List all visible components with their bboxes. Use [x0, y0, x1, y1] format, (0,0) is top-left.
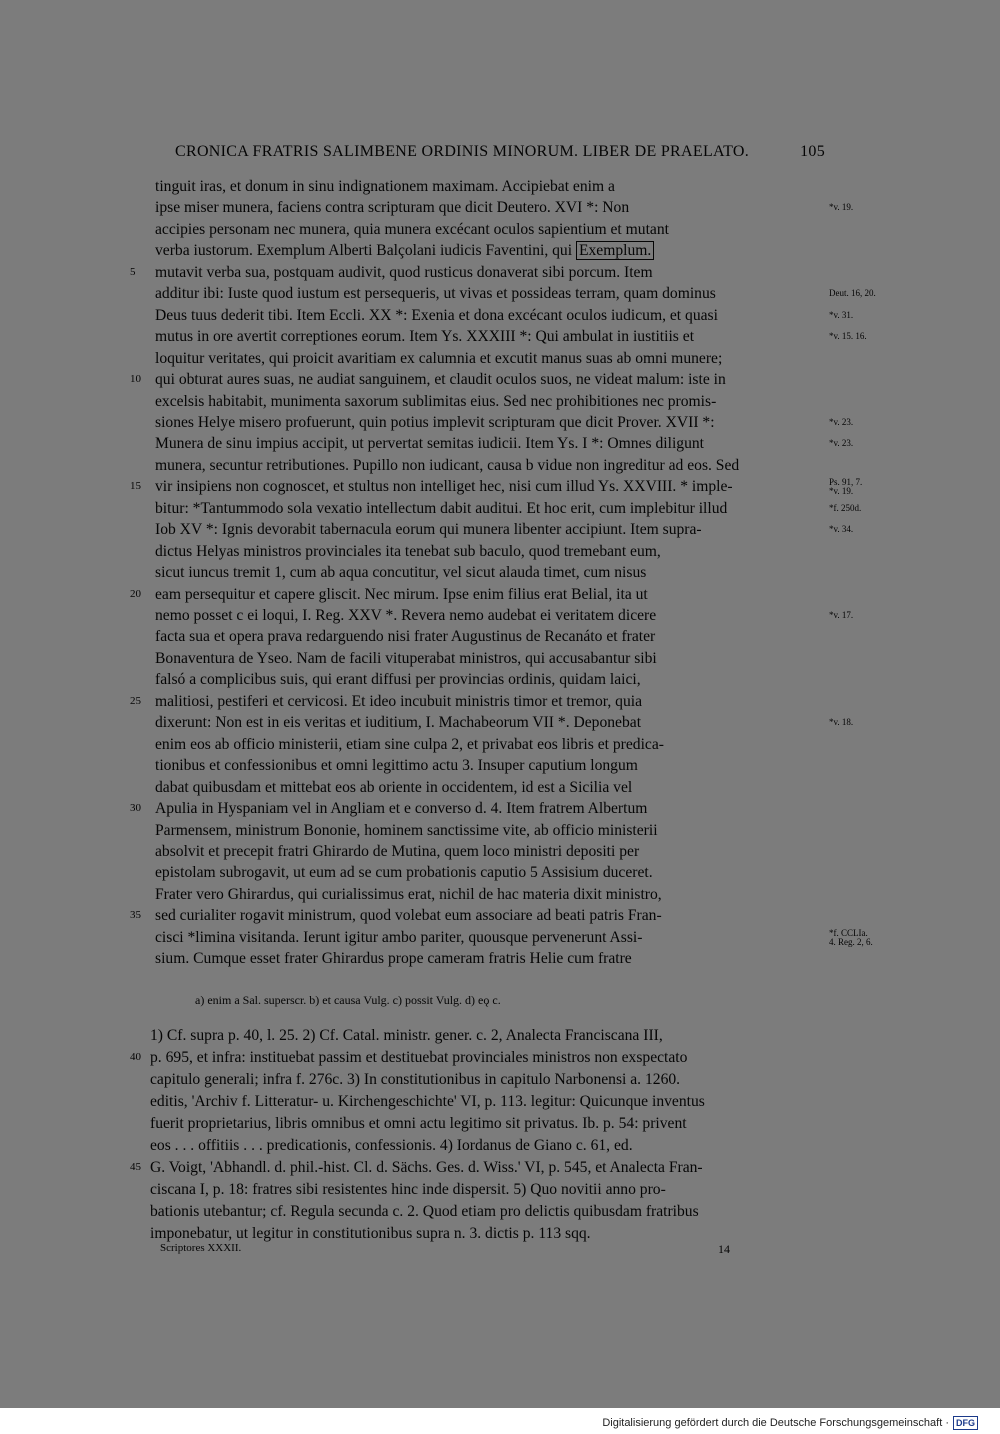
- text-line: [155, 176, 822, 197]
- text-line: [155, 584, 822, 605]
- line-number: 35: [130, 909, 141, 922]
- marginal-note: *v. 19.: [829, 486, 854, 497]
- line-text: malitiosi, pestiferi et cervicosi. Et ideo incubuit ministris timor et tremor, quia: [155, 692, 643, 710]
- line-number: 20: [130, 587, 141, 600]
- line-text: eam persequitur et capere gliscit. Nec mirum. Ipse enim filius erat Belial, ita ut: [155, 585, 648, 603]
- footnote-line: [150, 1091, 818, 1112]
- line-text: Parmensem, ministrum Bononie, hominem sanctissime vite, ab officio ministerii: [155, 821, 658, 839]
- text-line: [155, 820, 822, 841]
- text-line: [155, 927, 822, 948]
- line-text: bitur: *Tantummodo sola vexatio intellectum dabit auditui. Et hoc erit, cum implebitur illud: [155, 499, 728, 517]
- text-line: [155, 948, 822, 969]
- line-text: verba iustorum. Exemplum Alberti Balçolani iudicis Faventini, qui: [155, 242, 573, 260]
- line-text: bationis utebantur; cf. Regula secunda c. 2. Quod etiam pro delictis quibusdam fratribus: [150, 1203, 699, 1220]
- text-line: [155, 519, 822, 540]
- funding-credit: [602, 1416, 978, 1430]
- text-line: [155, 498, 822, 519]
- line-text: epistolam subrogavit, ut eum ad se cum probationis caputio 5 Assisium duceret.: [155, 864, 653, 882]
- line-number: 45: [130, 1161, 141, 1173]
- variant-readings: a) enim a Sal. superscr. b) et causa Vulg. c) possit Vulg. d) eǫ c.: [195, 993, 501, 1007]
- footnote-line: [150, 1223, 818, 1244]
- credit-text: Digitalisierung gefördert durch die Deutsche Forschungsgemeinschaft ·: [602, 1417, 949, 1429]
- line-text: absolvit et precepit fratri Ghirardo de Mutina, quem loco ministri depositi per: [155, 842, 640, 860]
- line-text: 1) Cf. supra p. 40, l. 25. 2) Cf. Catal. ministr. gener. c. 2, Analecta Franciscana III,: [150, 1027, 663, 1044]
- line-text: editis, 'Archiv f. Litteratur- u. Kirchengeschichte' VI, p. 113. legitur: Quicunque inventus: [150, 1093, 705, 1110]
- footnote-line: [150, 1179, 818, 1200]
- text-line: [155, 412, 822, 433]
- line-number: 5: [130, 265, 136, 278]
- line-text: Munera de sinu impius accipit, ut pervertat semitas iudicii. Item Ys. I *: Omnes diligunt: [155, 435, 704, 453]
- footnote-line: [150, 1157, 818, 1178]
- footnote-line: [150, 1069, 818, 1090]
- dfg-logo: DFG: [953, 1416, 978, 1430]
- text-line: [155, 798, 822, 819]
- line-text: Bonaventura de Yseo. Nam de facili vituperabat ministros, qui accusabantur sibi: [155, 649, 657, 667]
- line-text: cisci *limina visitanda. Ierunt igitur ambo pariter, quousque pervenerunt Assi-: [155, 928, 643, 946]
- line-text: fuerit proprietarius, libris omnibus et omni actu legitimo sit privatus. Ib. p. 54: privent: [150, 1115, 687, 1132]
- line-text: capitulo generali; infra f. 276c. 3) In constitutionibus in capitulo Narbonensi a. 1260.: [150, 1071, 681, 1088]
- line-text: additur ibi: Iuste quod iustum est persequeris, ut vivas et possideas terram, quam dominus: [155, 285, 716, 303]
- marginal-note: *v. 31.: [829, 309, 854, 320]
- text-line: [155, 348, 822, 369]
- text-line: [155, 841, 822, 862]
- running-title: CRONICA FRATRIS SALIMBENE ORDINIS MINORUM. LIBER DE PRAELATO.: [175, 143, 750, 160]
- footnote-line: [150, 1201, 818, 1222]
- line-text: Frater vero Ghirardus, qui curialissimus erat, nichil de hac materia dixit ministro,: [155, 885, 662, 903]
- line-text: enim eos ab officio ministerii, etiam sine culpa 2, et privabat eos libris et predica-: [155, 735, 664, 753]
- line-text: dixerunt: Non est in eis veritas et iuditium, I. Machabeorum VII *. Deponebat: [155, 714, 642, 732]
- line-text: p. 695, et infra: instituebat passim et destituebat provinciales ministros non exspectato: [150, 1049, 688, 1066]
- line-text: munera, secuntur retributiones. Pupillo non iudicant, causa b vidue non ingreditur ad eos. Sed: [155, 456, 740, 474]
- text-line: [155, 391, 822, 412]
- marginal-note: *v. 23.: [829, 416, 854, 427]
- marginal-note: *v. 18.: [829, 717, 854, 728]
- boxed-marginal-word: Exemplum.: [576, 241, 654, 260]
- line-text: ipse miser munera, faciens contra scripturam que dicit Deutero. XVI *: Non: [155, 199, 630, 217]
- line-number: 10: [130, 373, 141, 386]
- line-text: eos . . . offitiis . . . predicationis, confessionis. 4) Iordanus de Giano c. 61, ed.: [150, 1137, 633, 1154]
- line-text: vir insipiens non cognoscet, et stultus non intelliget hec, nisi cum illud Ys. XXVIII. * imple-: [155, 478, 733, 496]
- text-line: [155, 283, 822, 304]
- text-line: [155, 455, 822, 476]
- line-text: Iob XV *: Ignis devorabit tabernacula eorum qui munera libenter accipiunt. Item supra-: [155, 521, 702, 539]
- running-header: [175, 143, 825, 161]
- text-line: [155, 326, 822, 347]
- text-line: [155, 262, 822, 283]
- line-number: 15: [130, 480, 141, 493]
- text-line: [155, 541, 822, 562]
- line-text: G. Voigt, 'Abhandl. d. phil.-hist. Cl. d. Sächs. Ges. d. Wiss.' VI, p. 545, et Analecta Fran-: [150, 1159, 703, 1176]
- text-line: [155, 905, 822, 926]
- line-text: siones Helye misero profuerunt, quin potius implevit scripturam que dicit Prover. XVII *:: [155, 413, 715, 431]
- line-text: accipies personam nec munera, quia munera excécant oculos sapientium et mutant: [155, 220, 669, 238]
- marginal-note: *v. 23.: [829, 438, 854, 449]
- line-text: dabat quibusdam et mittebat eos ab oriente in occidentem, id est a Sicilia vel: [155, 778, 633, 796]
- line-text: dictus Helyas ministros provinciales ita tenebat sub baculo, quod tremebant eum,: [155, 542, 661, 560]
- marginal-note: Deut. 16, 20.: [829, 288, 876, 299]
- marginal-note: *f. 250d.: [829, 502, 862, 513]
- text-line: [155, 305, 822, 326]
- marginal-note: *f. CCLIa.: [829, 927, 868, 938]
- text-line: [155, 669, 822, 690]
- line-number: 30: [130, 802, 141, 815]
- footnote-line: [150, 1135, 818, 1156]
- line-text: Deus tuus dederit tibi. Item Eccli. XX *: Exenia et dona excécant oculos iudicum, et quasi: [155, 306, 718, 324]
- line-text: sed curialiter rogavit ministrum, quod volebat eum associare ad beati patris Fran-: [155, 907, 662, 925]
- marginal-note: *v. 17.: [829, 610, 854, 620]
- line-number: 40: [130, 1051, 141, 1063]
- text-line: [155, 712, 822, 733]
- text-line: [155, 734, 822, 755]
- line-text: mutavit verba sua, postquam audivit, quod rusticus donaverat sibi porcum. Item: [155, 263, 653, 281]
- text-line: [155, 562, 822, 583]
- text-line: [155, 433, 822, 454]
- line-text: sium. Cumque esset frater Ghirardus prope cameram fratris Helie cum fratre: [155, 950, 632, 968]
- line-text: falsó a complicibus suis, qui erant diffusi per provincias ordinis, quidam laici,: [155, 671, 641, 689]
- line-text: mutus in ore avertit correptiones eorum. Item Ys. XXXIII *: Qui ambulat in iustitiis et: [155, 328, 695, 346]
- line-text: excelsis habitabit, munimenta saxorum sublimitas eius. Sed nec prohibitiones nec promis-: [155, 392, 717, 410]
- text-line: [155, 884, 822, 905]
- line-text: loquitur veritates, qui proicit avaritiam ex calumnia et excutit manus suas ab omni munere;: [155, 349, 723, 367]
- text-line: [155, 777, 822, 798]
- footnote-line: [150, 1113, 818, 1134]
- text-line: [155, 755, 822, 776]
- line-text: tionibus et confessionibus et omni legittimo actu 3. Insuper caputium longum: [155, 757, 638, 775]
- line-text: tinguit iras, et donum in sinu indignationem maximam. Accipiebat enim a: [155, 178, 615, 195]
- line-text: sicut iuncus tremit 1, cum ab aqua concutitur, vel sicut alauda timet, cum nisus: [155, 564, 647, 582]
- text-line: [155, 240, 822, 261]
- marginal-note: Ps. 91, 7.: [829, 477, 863, 488]
- text-line: [155, 605, 822, 626]
- line-text: qui obturat aures suas, ne audiat sanguinem, et claudit oculos suos, ne videat malum: iste in: [155, 371, 726, 389]
- signature-mark: Scriptores XXXII.: [160, 1242, 242, 1254]
- marginal-note: *v. 15. 16.: [829, 331, 867, 342]
- footnote-line: [150, 1047, 818, 1068]
- text-line: [155, 219, 822, 240]
- footnote-line: [150, 1025, 818, 1046]
- text-line: [155, 197, 822, 218]
- text-line: [155, 648, 822, 669]
- line-text: ciscana I, p. 18: fratres sibi resistentes hinc inde dispersit. 5) Quo novitii anno pro-: [150, 1181, 666, 1198]
- text-line: [155, 369, 822, 390]
- line-number: 25: [130, 694, 141, 707]
- line-text: Apulia in Hyspaniam vel in Angliam et e converso d. 4. Item fratrem Albertum: [155, 800, 648, 818]
- text-line: [155, 476, 822, 497]
- text-line: [155, 626, 822, 647]
- signature-number: 14: [718, 1242, 730, 1256]
- text-line: [155, 862, 822, 883]
- line-text: nemo posset c ei loqui, I. Reg. XXV *. Revera nemo audebat ei veritatem dicere: [155, 607, 657, 624]
- text-line: [155, 691, 822, 712]
- marginal-note: *v. 34.: [829, 524, 854, 535]
- page-number: 105: [800, 143, 825, 160]
- line-text: imponebatur, ut legitur in constitutionibus supra n. 3. dictis p. 113 sqq.: [150, 1225, 591, 1242]
- marginal-note: 4. Reg. 2, 6.: [829, 936, 873, 947]
- line-text: facta sua et opera prava redarguendo nisi frater Augustinus de Recanáto et frater: [155, 628, 656, 646]
- marginal-note: *v. 19.: [829, 202, 854, 213]
